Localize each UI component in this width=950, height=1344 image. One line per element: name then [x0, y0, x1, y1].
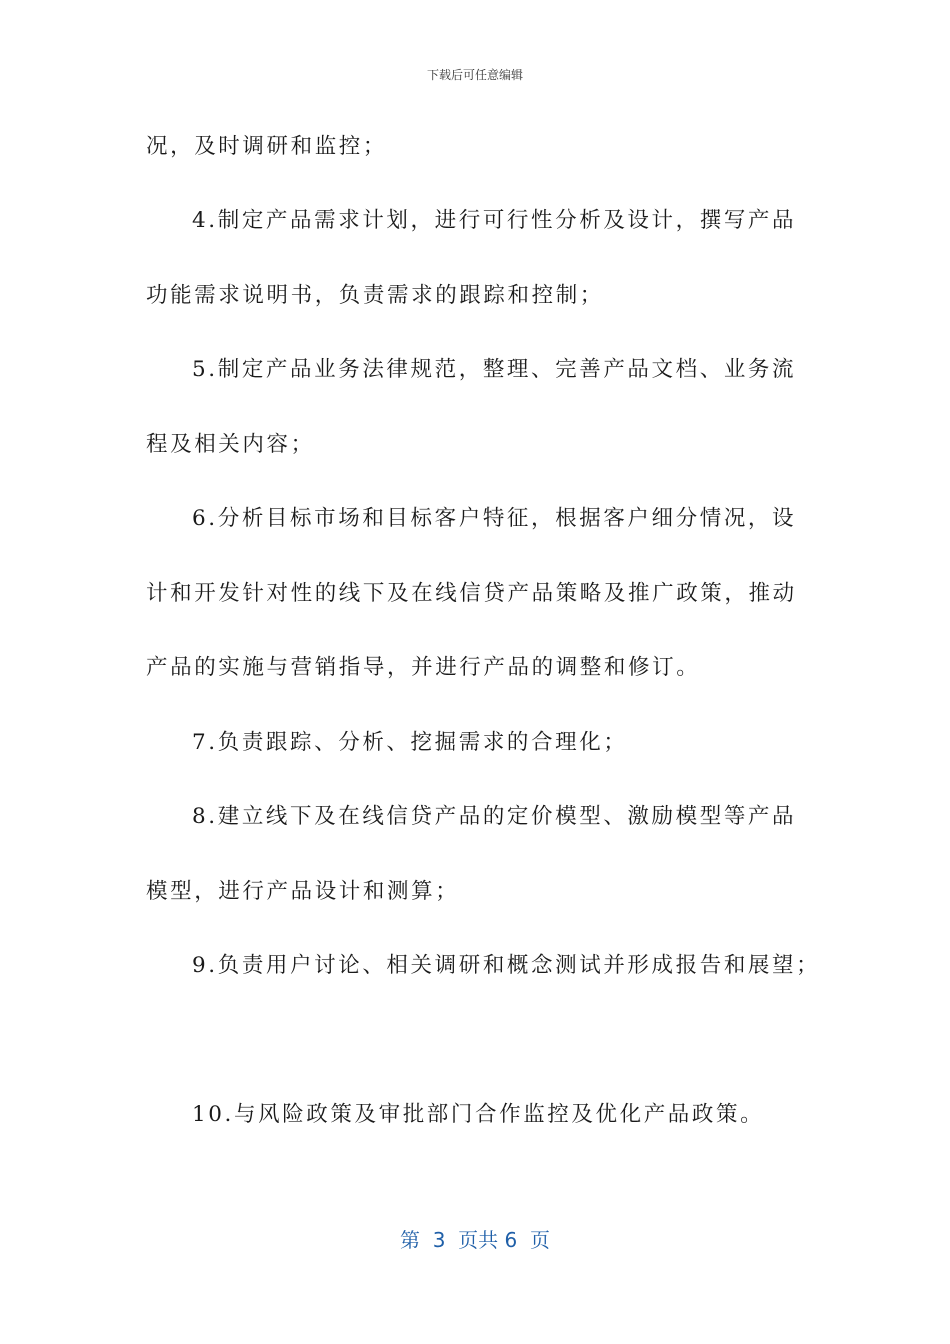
- text-line: 模型，进行产品设计和测算；: [146, 879, 460, 904]
- text-line: 9.负责用户讨论、相关调研和概念测试并形成报告和展望；: [192, 953, 821, 978]
- text-line: 8.建立线下及在线信贷产品的定价模型、激励模型等产品: [192, 804, 797, 829]
- text-line: 产品的实施与营销指导，并进行产品的调整和修订。: [146, 655, 701, 680]
- text-line: 10.与风险政策及审批部门合作监控及优化产品政策。: [192, 1102, 765, 1127]
- text-line: 7.负责跟踪、分析、挖掘需求的合理化；: [192, 730, 628, 755]
- page-header: 下载后可任意编辑: [426, 68, 523, 82]
- text-line: 4.制定产品需求计划，进行可行性分析及设计，撰写产品: [192, 208, 797, 233]
- text-line: 6.分析目标市场和目标客户特征，根据客户细分情况，设: [192, 506, 797, 531]
- text-line: 计和开发针对性的线下及在线信贷产品策略及推广政策，推动: [146, 581, 797, 606]
- text-line: 5.制定产品业务法律规范，整理、完善产品文档、业务流: [192, 357, 797, 382]
- text-line: 功能需求说明书，负责需求的跟踪和控制；: [146, 283, 604, 308]
- text-line: 程及相关内容；: [146, 432, 315, 457]
- page-number-footer: 第 3 页共 6 页: [400, 1228, 550, 1252]
- text-line: 况，及时调研和监控；: [146, 134, 388, 159]
